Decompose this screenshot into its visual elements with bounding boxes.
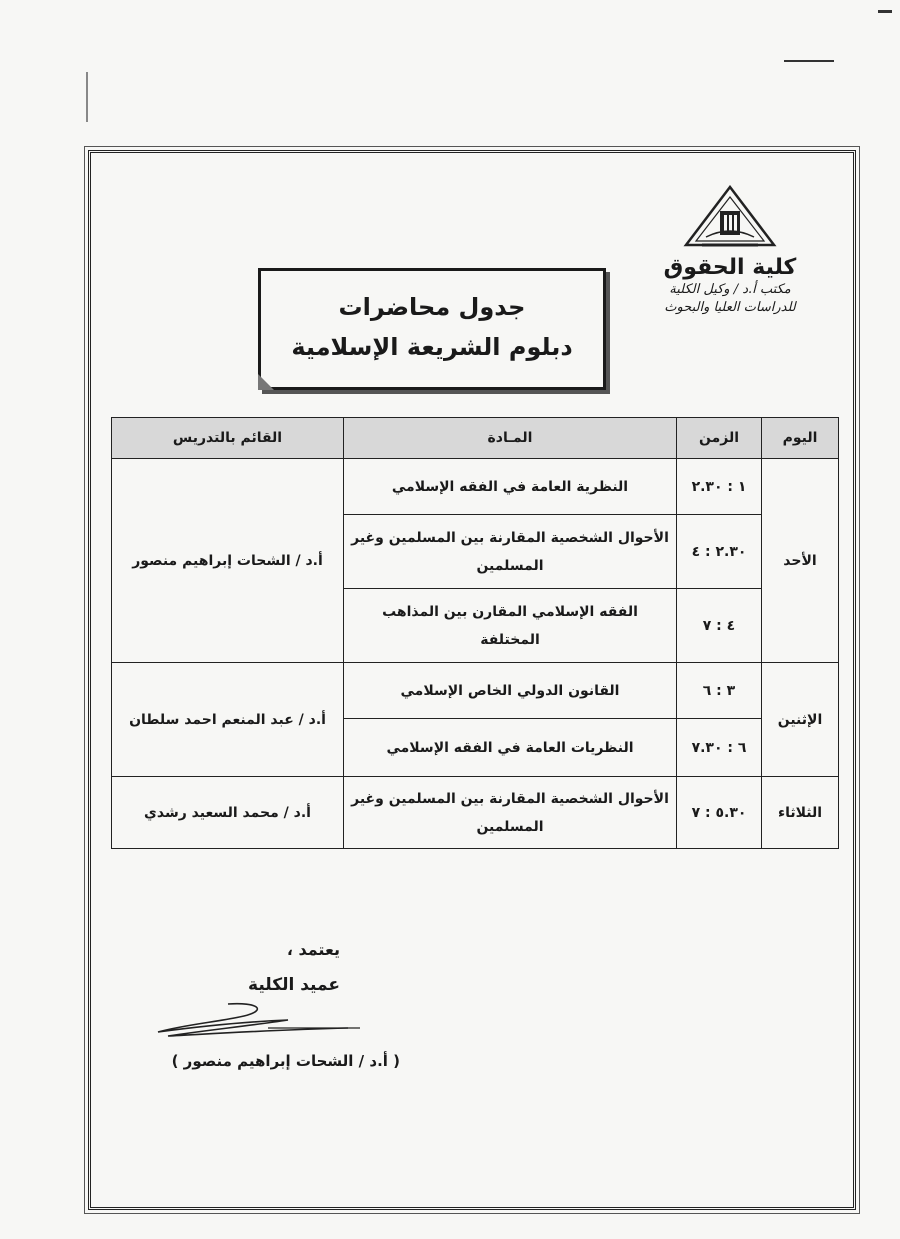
time-cell: ١ : ٢.٣٠ [677, 459, 762, 515]
instructor-cell-sunday: أ.د / الشحات إبراهيم منصور [112, 459, 344, 663]
header-subject: المـادة [344, 418, 677, 459]
time-cell: ٢.٣٠ : ٤ [677, 515, 762, 589]
program-title: دبلوم الشريعة الإسلامية [291, 333, 573, 361]
scan-mark-corner [878, 10, 892, 13]
subject-cell: القانون الدولي الخاص الإسلامي [344, 663, 677, 719]
subject-cell: الفقه الإسلامي المقارن بين المذاهب المختلفة [344, 589, 677, 663]
day-cell-sunday: الأحد [762, 459, 839, 663]
instructor-cell-tuesday: أ.د / محمد السعيد رشدي [112, 777, 344, 849]
scan-mark-top-right [784, 60, 834, 62]
header-day: اليوم [762, 418, 839, 459]
time-cell: ٥.٣٠ : ٧ [677, 777, 762, 849]
time-cell: ٦ : ٧.٣٠ [677, 719, 762, 777]
title-box-fold [258, 374, 274, 390]
table-row [112, 459, 839, 515]
day-cell-monday: الإثنين [762, 663, 839, 777]
day-cell-tuesday: الثلاثاء [762, 777, 839, 849]
office-line-1: مكتب أ.د / وكيل الكلية [669, 282, 791, 297]
time-cell: ٣ : ٦ [677, 663, 762, 719]
college-name: كلية الحقوق [663, 255, 797, 280]
university-seal-icon [682, 185, 778, 251]
title-box [258, 268, 606, 390]
scan-mark-left [86, 72, 88, 122]
signer-name: ( أ.د / الشحات إبراهيم منصور ) [171, 1052, 400, 1070]
header-instructor: القائم بالتدريس [112, 418, 344, 459]
schedule-title: جدول محاضرات [338, 293, 526, 321]
dean-title: عميد الكلية [248, 975, 340, 995]
subject-cell: النظريات العامة في الفقه الإسلامي [344, 719, 677, 777]
office-line-2: للدراسات العليا والبحوث [664, 300, 796, 315]
table-row [112, 777, 839, 849]
subject-cell: النظرية العامة في الفقه الإسلامي [344, 459, 677, 515]
approval-label: يعتمد ، [286, 940, 340, 959]
subject-cell: الأحوال الشخصية المقارنة بين المسلمين وغير المسلمين [344, 515, 677, 589]
table-header-row [112, 418, 839, 459]
college-header [630, 185, 830, 317]
approval-block [150, 940, 410, 995]
header-time: الزمن [677, 418, 762, 459]
table-row [112, 663, 839, 719]
instructor-cell-monday: أ.د / عبد المنعم احمد سلطان [112, 663, 344, 777]
schedule-table [111, 417, 839, 849]
time-cell: ٤ : ٧ [677, 589, 762, 663]
handwritten-signature [148, 1000, 368, 1048]
subject-cell: الأحوال الشخصية المقارنة بين المسلمين وغير المسلمين [344, 777, 677, 849]
